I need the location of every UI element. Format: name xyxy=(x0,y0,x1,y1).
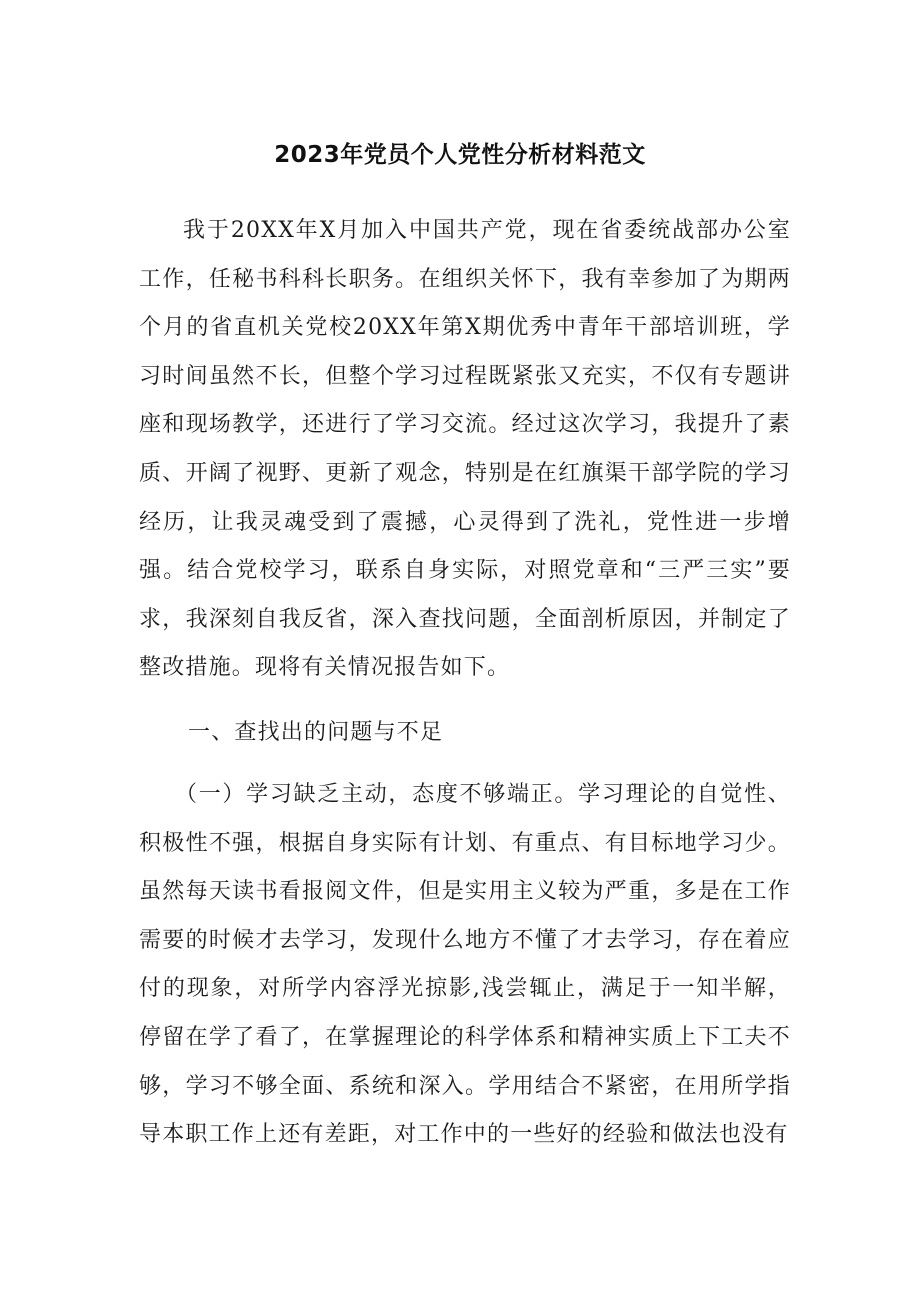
subsection-paragraph: （一）学习缺乏主动，态度不够端正。学习理论的自觉性、积极性不强，根据自身实际有计划、有重点、有目标地学习少。虽然每天读书看报阅文件，但是实用主义较为严重，多是在工作需要的时候才去学习，发现什么地方不懂了才去学习，存在着应付的现象，对所学内容浮光掠影,浅尝辄止，满足于一知半解，停留在学了看了，在掌握理论的科学体系和精神实质上下工夫不够，学习不够全面、系统和深入。学用结合不紧密，在用所学指导本职工作上还有差距，对工作中的一些好的经验和做法也没有 xyxy=(139,782,791,1148)
section-heading: 一、查找出的问题与不足 xyxy=(188,720,444,745)
intro-paragraph: 我于20XX年X月加入中国共产党，现在省委统战部办公室工作，任秘书科科长职务。在组织关怀下，我有幸参加了为期两个月的省直机关党校20XX年第X期优秀中青年干部培训班，学习时间虽然不长，但整个学习过程既紧张又充实，不仅有专题讲座和现场教学，还进行了学习交流。经过这次学习，我提升了素质、开阔了视野、更新了观念，特别是在红旗渠干部学院的学习经历，让我灵魂受到了震撼，心灵得到了洗礼，党性进一步增强。结合党校学习，联系自身实际，对照党章和“三严三实”要求，我深刻自我反省，深入查找问题，全面剖析原因，并制定了整改措施。现将有关情况报告如下。 xyxy=(139,218,791,681)
document-title: 2023年党员个人党性分析材料范文 xyxy=(274,142,646,168)
